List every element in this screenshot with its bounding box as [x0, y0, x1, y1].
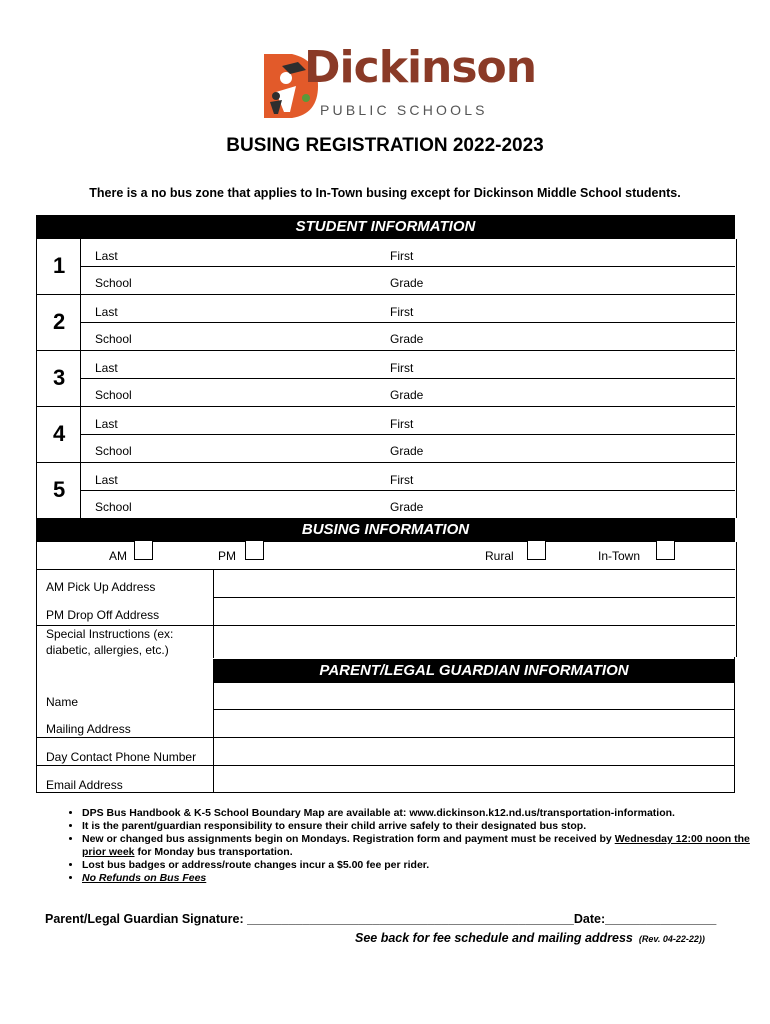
list-item [82, 833, 752, 859]
school-label: School [95, 332, 132, 346]
student-number: 2 [53, 309, 66, 334]
list-item: • It is the parent/guardian responsibility to ensure their child arrive safely to their designated bus stop. [82, 820, 752, 833]
last-name-label: Last [95, 305, 118, 319]
email-address-field[interactable] [214, 766, 734, 792]
student-row-2 [36, 295, 735, 351]
last-name-label: Last [95, 417, 118, 431]
rural-checkbox[interactable] [527, 540, 546, 560]
deadline-underlined: Wednesday 12:00 noon the prior week [82, 833, 750, 858]
grade-label: Grade [390, 388, 424, 402]
student-row-4 [36, 407, 735, 463]
no-bus-zone-note: There is a no bus zone that applies to In-Town busing except for Dickinson Middle School students. [89, 186, 681, 200]
back-page-note: See back for fee schedule and mailing address [355, 931, 633, 945]
parent-name-label: Name [46, 695, 79, 709]
student-row-3 [36, 351, 735, 407]
parent-guardian-information-header: PARENT/LEGAL GUARDIAN INFORMATION [213, 659, 735, 683]
in-town-label: In-Town [598, 549, 641, 563]
mailing-address-field[interactable] [214, 710, 734, 737]
no-refunds-note: No Refunds on Bus Fees [82, 872, 207, 884]
am-pickup-address-field[interactable] [214, 570, 734, 597]
footer-note [355, 931, 705, 945]
grade-label: Grade [390, 276, 424, 290]
first-name-label: First [390, 473, 414, 487]
grade-label: Grade [390, 332, 424, 346]
first-name-label: First [390, 249, 414, 263]
pm-checkbox[interactable] [245, 540, 264, 560]
student-number: 1 [53, 253, 66, 278]
first-name-label: First [390, 361, 414, 375]
deadline-text-end: for Monday bus transportation. [134, 846, 293, 858]
email-address-label: Email Address [46, 778, 123, 792]
student-information-header: STUDENT INFORMATION [36, 215, 735, 239]
day-contact-phone-label: Day Contact Phone Number [46, 750, 197, 764]
page-title: BUSING REGISTRATION 2022-2023 [226, 135, 544, 156]
list-item [82, 872, 752, 885]
special-instructions-label: Special Instructions (ex: [46, 627, 174, 641]
student-row-5 [36, 463, 735, 518]
dickinson-logo [262, 42, 537, 122]
last-name-label: Last [95, 361, 118, 375]
first-name-label: First [390, 305, 414, 319]
grade-label: Grade [390, 500, 424, 514]
deadline-text: New or changed bus assignments begin on Mondays. Registration form and payment must be received by [82, 833, 615, 845]
school-label: School [95, 388, 132, 402]
parent-name-field[interactable] [214, 684, 734, 709]
logo-subtitle: PUBLIC SCHOOLS [320, 102, 488, 118]
pm-dropoff-address-field[interactable] [214, 598, 734, 625]
revision-date: (Rev. 04-22-22)) [638, 934, 705, 944]
am-checkbox[interactable] [134, 540, 153, 560]
school-label: School [95, 444, 132, 458]
student-number: 3 [53, 365, 66, 390]
first-name-label: First [390, 417, 414, 431]
student-row-1 [36, 239, 735, 295]
logo-wordmark: Dickinson [304, 42, 537, 93]
special-instructions-field[interactable] [214, 626, 734, 657]
mailing-address-label: Mailing Address [46, 722, 131, 736]
school-label: School [95, 500, 132, 514]
list-item: • Lost bus badges or address/route changes incur a $5.00 fee per rider. [82, 859, 752, 872]
school-label: School [95, 276, 132, 290]
student-number: 4 [53, 421, 66, 446]
last-name-label: Last [95, 473, 118, 487]
pm-label: PM [218, 549, 236, 563]
am-pickup-address-label: AM Pick Up Address [46, 580, 156, 594]
student-number: 5 [53, 477, 66, 502]
rural-label: Rural [485, 549, 514, 563]
in-town-checkbox[interactable] [656, 540, 675, 560]
notes-list [62, 807, 752, 885]
pm-dropoff-address-label: PM Drop Off Address [46, 608, 160, 622]
signature-date-line[interactable]: Parent/Legal Guardian Signature: _______________________________________________Date:________________ [45, 912, 717, 926]
special-instructions-example: diabetic, allergies, etc.) [46, 643, 169, 657]
last-name-label: Last [95, 249, 118, 263]
busing-information-header: BUSING INFORMATION [36, 518, 735, 542]
list-item: • DPS Bus Handbook & K-5 School Boundary Map are available at: www.dickinson.k12.nd.us/transportation-information. [82, 807, 752, 820]
day-contact-phone-field[interactable] [214, 738, 734, 765]
am-label: AM [109, 549, 127, 563]
grade-label: Grade [390, 444, 424, 458]
